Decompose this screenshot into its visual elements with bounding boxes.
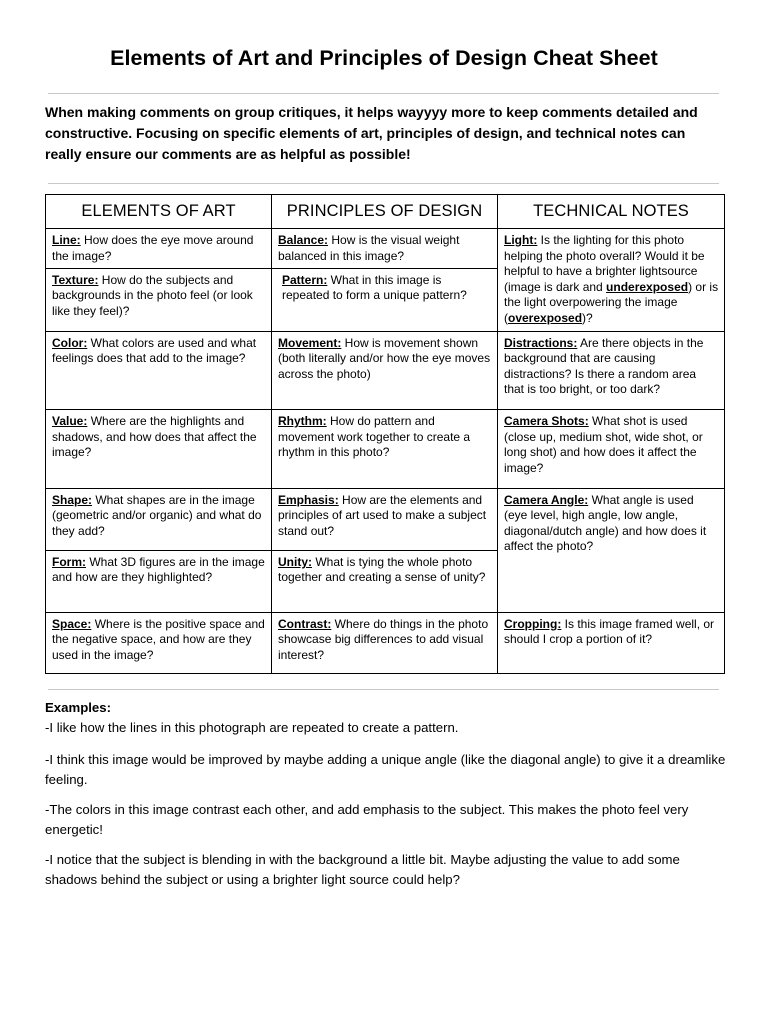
- term-label: Form:: [52, 554, 86, 569]
- term-description: What angle is used (eye level, high angle, low angle, diagonal/dutch angle) and how does it affect the photo?: [504, 492, 707, 554]
- term-label: Movement:: [278, 335, 342, 350]
- term-description: How does the eye move around the image?: [52, 233, 254, 263]
- cell-balance: [272, 229, 498, 269]
- term-description: Are there objects in the background that are causing distractions? Is there a random area that is too bright, or too dark?: [504, 335, 704, 397]
- example-item: -I like how the lines in this photograph are repeated to create a pattern.: [45, 719, 459, 735]
- table-row: [46, 331, 725, 409]
- term-label: Shape:: [52, 492, 93, 507]
- term-label: Space:: [52, 616, 92, 631]
- term-label: Balance:: [278, 233, 329, 247]
- table-header-row: [46, 195, 725, 229]
- term-description: What shapes are in the image (geometric and/or organic) and what do they add?: [52, 492, 262, 538]
- term-description: Is the lighting for this photo helping the photo overall? Would it be helpful to have a brighter lightsource (image is dark and: [504, 233, 705, 294]
- example-item: -I notice that the subject is blending in with the background a little bit. Maybe adjusting the value to add some shadows behind the subject or using a brighter light source could help?: [45, 852, 680, 887]
- term-overexposed: overexposed: [508, 310, 583, 325]
- cell-color: [46, 331, 272, 409]
- term-description: How is the visual weight balanced in this image?: [278, 233, 460, 263]
- term-label: Line:: [52, 233, 81, 247]
- term-underexposed: underexposed: [606, 279, 689, 294]
- cell-value: [46, 410, 272, 488]
- examples-section: [45, 698, 735, 900]
- cell-distractions: [498, 331, 725, 409]
- divider: [48, 93, 719, 94]
- term-description: Where are the highlights and shadows, and how does that affect the image?: [52, 414, 257, 460]
- term-label: Unity:: [278, 554, 312, 569]
- cell-light: [498, 229, 725, 332]
- term-label: Texture:: [52, 272, 99, 287]
- term-description: How are the elements and principles of art used to make a subject stand out?: [278, 492, 487, 538]
- divider: [48, 183, 719, 184]
- term-label: Color:: [52, 335, 88, 350]
- cheat-sheet-table: [45, 194, 725, 674]
- cell-contrast: [272, 612, 498, 673]
- term-label: Value:: [52, 414, 88, 429]
- term-description: Where is the positive space and the negative space, and how are they used in the image?: [52, 616, 265, 662]
- term-description: How do the subjects and backgrounds in the photo feel (or look like they feel)?: [52, 272, 253, 318]
- example-item: -I think this image would be improved by maybe adding a unique angle (like the diagonal angle) to give it a dreamlike feeling.: [45, 752, 726, 787]
- term-description: What is tying the whole photo together and creating a sense of unity?: [278, 554, 486, 585]
- cell-movement: [272, 331, 498, 409]
- cell-space: [46, 612, 272, 673]
- term-label: Cropping:: [504, 616, 562, 631]
- cell-rhythm: [272, 410, 498, 488]
- cell-line: [46, 229, 272, 269]
- term-label: Emphasis:: [278, 492, 339, 507]
- term-label: Camera Shots:: [504, 414, 589, 429]
- cell-unity: [272, 550, 498, 612]
- cell-camera-angle: [498, 488, 725, 612]
- divider: [48, 689, 719, 690]
- cell-cropping: [498, 612, 725, 673]
- term-description: Is this image framed well, or should I crop a portion of it?: [504, 616, 715, 647]
- intro-paragraph: When making comments on group critiques, it helps wayyyy more to keep comments detailed and constructive. Focusing on specific elements of art, principles of design, and technical notes can really ensure our comments are as helpful as possible!: [45, 104, 698, 162]
- term-label: Contrast:: [278, 616, 332, 631]
- term-description: How do pattern and movement work together to create a rhythm in this photo?: [278, 414, 471, 460]
- cell-shape: [46, 488, 272, 550]
- example-item: -The colors in this image contrast each other, and add emphasis to the subject. This makes the photo feel very energetic!: [45, 802, 689, 837]
- table-row: [46, 229, 725, 269]
- header-technical-notes: TECHNICAL NOTES: [498, 195, 725, 229]
- header-elements-of-art: ELEMENTS OF ART: [46, 195, 272, 229]
- cell-pattern: [272, 268, 498, 331]
- examples-heading: Examples:: [45, 700, 111, 715]
- term-description: ) or is the light overpowering the image (: [504, 279, 719, 325]
- term-description: )?: [582, 310, 593, 325]
- table-row: [46, 488, 725, 550]
- term-label: Light:: [504, 233, 538, 247]
- term-label: Pattern:: [282, 272, 328, 287]
- term-label: Distractions:: [504, 335, 578, 350]
- term-description: What 3D figures are in the image and how are they highlighted?: [52, 554, 265, 585]
- cell-texture: [46, 268, 272, 331]
- term-label: Camera Angle:: [504, 492, 589, 507]
- cell-camera-shots: [498, 410, 725, 488]
- term-description: What shot is used (close up, medium shot, wide shot, or long shot) and how does it affect the image?: [504, 414, 703, 475]
- cell-form: [46, 550, 272, 612]
- term-description: What in this image is repeated to form a unique pattern?: [282, 272, 467, 303]
- page-title: Elements of Art and Principles of Design Cheat Sheet: [110, 46, 658, 70]
- table-row: [46, 410, 725, 488]
- header-principles-of-design: PRINCIPLES OF DESIGN: [272, 195, 498, 229]
- term-description: What colors are used and what feelings does that add to the image?: [52, 335, 257, 366]
- term-description: How is movement shown (both literally and/or how the eye moves across the photo): [278, 335, 491, 381]
- term-label: Rhythm:: [278, 414, 327, 429]
- table-row: [46, 612, 725, 673]
- term-description: Where do things in the photo showcase big differences to add visual interest?: [278, 616, 489, 662]
- cell-emphasis: [272, 488, 498, 550]
